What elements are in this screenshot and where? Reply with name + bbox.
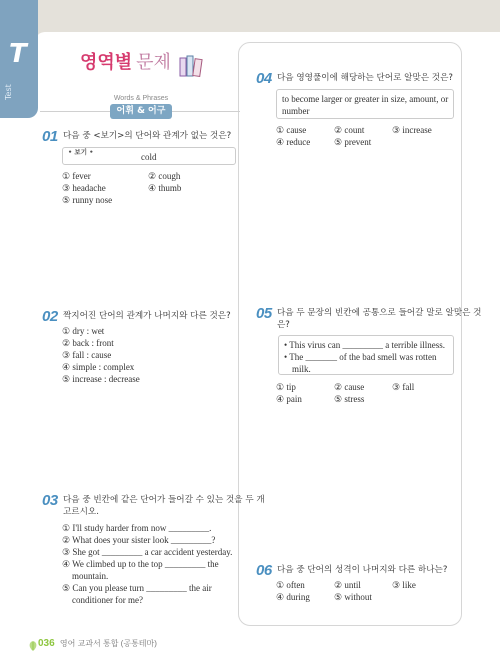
q6-option-4[interactable]: ④ during: [276, 592, 310, 602]
question-number-4: 04: [256, 70, 272, 87]
q2-option-3[interactable]: ③ fall : cause: [62, 350, 112, 360]
tab-word: Test: [4, 84, 13, 100]
q1-example-label: • 보기 •: [68, 148, 94, 156]
q5-option-3[interactable]: ③ fall: [392, 382, 415, 392]
section-title: [80, 48, 171, 74]
books-icon: [178, 54, 204, 78]
question-number-3: 03: [42, 492, 58, 509]
question-3-prompt-line1: 다음 중 빈칸에 같은 단어가 들어갈 수 있는 것을 두 개: [63, 495, 265, 505]
question-5-prompt-line2: 은?: [277, 320, 290, 330]
q1-option-5[interactable]: ⑤ runny nose: [62, 195, 113, 205]
q4-option-3[interactable]: ③ increase: [392, 125, 432, 135]
question-1-prompt: 다음 중 <보기>의 단어와 관계가 없는 것은?: [63, 131, 232, 141]
q2-option-4[interactable]: ④ simple : complex: [62, 362, 135, 372]
q4-definition-line1: to become larger or greater in size, amount, or: [282, 94, 449, 104]
q5-sentence-2: • The _______ of the bad smell was rotten: [284, 352, 437, 362]
q3-option-2[interactable]: ② What does your sister look _________?: [62, 535, 216, 545]
q6-option-5[interactable]: ⑤ without: [334, 592, 372, 602]
question-number-5: 05: [256, 305, 272, 322]
title-light: 문제: [136, 52, 171, 73]
q4-definition-box: [276, 89, 454, 119]
q1-option-2[interactable]: ② cough: [148, 171, 181, 181]
q6-option-3[interactable]: ③ like: [392, 580, 416, 590]
page-number: 036: [38, 638, 55, 649]
q5-option-1[interactable]: ① tip: [276, 382, 296, 392]
q5-sentence-1: • This virus can _________ a terrible illness.: [284, 340, 445, 350]
q2-option-2[interactable]: ② back : front: [62, 338, 114, 348]
q3-option-1[interactable]: ① I'll study harder from now _________.: [62, 523, 212, 533]
q3-option-4[interactable]: ④ We climbed up to the top _________ the: [62, 559, 219, 569]
q4-option-1[interactable]: ① cause: [276, 125, 307, 135]
q1-option-3[interactable]: ③ headache: [62, 183, 106, 193]
question-number-2: 02: [42, 308, 58, 325]
tab-letter: T: [9, 39, 27, 69]
q5-sentence-2-continued: milk.: [292, 364, 311, 374]
question-6-prompt: 다음 중 단어의 성격이 나머지와 다른 하나는?: [277, 565, 448, 575]
category-caption: Words & Phrases: [113, 95, 169, 102]
q4-option-4[interactable]: ④ reduce: [276, 137, 311, 147]
q5-option-4[interactable]: ④ pain: [276, 394, 302, 404]
q6-option-2[interactable]: ② until: [334, 580, 361, 590]
test-side-tab: [0, 0, 38, 118]
q3-option-4-continued: mountain.: [72, 571, 109, 581]
footer-text: 영어 교과서 통합 (공통테마): [59, 639, 157, 648]
q1-option-4[interactable]: ④ thumb: [148, 183, 182, 193]
q1-example-word: cold: [141, 152, 157, 162]
q3-option-5-continued: conditioner for me?: [72, 595, 143, 605]
question-5-prompt-line1: 다음 두 문장의 빈칸에 공통으로 들어갈 말로 알맞은 것: [277, 308, 482, 318]
q5-sentences-box: [278, 335, 454, 375]
q3-option-3[interactable]: ③ She got _________ a car accident yesterday.: [62, 547, 233, 557]
q2-option-1[interactable]: ① dry : wet: [62, 326, 105, 336]
q2-option-5[interactable]: ⑤ increase : decrease: [62, 374, 140, 384]
q5-option-2[interactable]: ② cause: [334, 382, 365, 392]
question-number-6: 06: [256, 562, 272, 579]
q4-option-2[interactable]: ② count: [334, 125, 365, 135]
question-3-prompt-line2: 고르시오.: [63, 507, 99, 517]
q3-option-5[interactable]: ⑤ Can you please turn _________ the air: [62, 583, 212, 593]
page-footer: [38, 638, 157, 649]
category-pill: 어휘 & 어구: [110, 104, 172, 119]
title-strong: 영역별: [80, 52, 133, 73]
question-2-prompt: 짝지어진 단어의 관계가 나머지와 다른 것은?: [63, 311, 231, 321]
question-number-1: 01: [42, 128, 58, 145]
q4-definition-line2: number: [282, 106, 310, 116]
q1-option-1[interactable]: ① fever: [62, 171, 91, 181]
q6-option-1[interactable]: ① often: [276, 580, 305, 590]
q1-example-box: [62, 147, 236, 165]
q5-option-5[interactable]: ⑤ stress: [334, 394, 365, 404]
question-4-prompt: 다음 영영풀이에 해당하는 단어로 알맞은 것은?: [277, 73, 453, 83]
q4-option-5[interactable]: ⑤ prevent: [334, 137, 372, 147]
